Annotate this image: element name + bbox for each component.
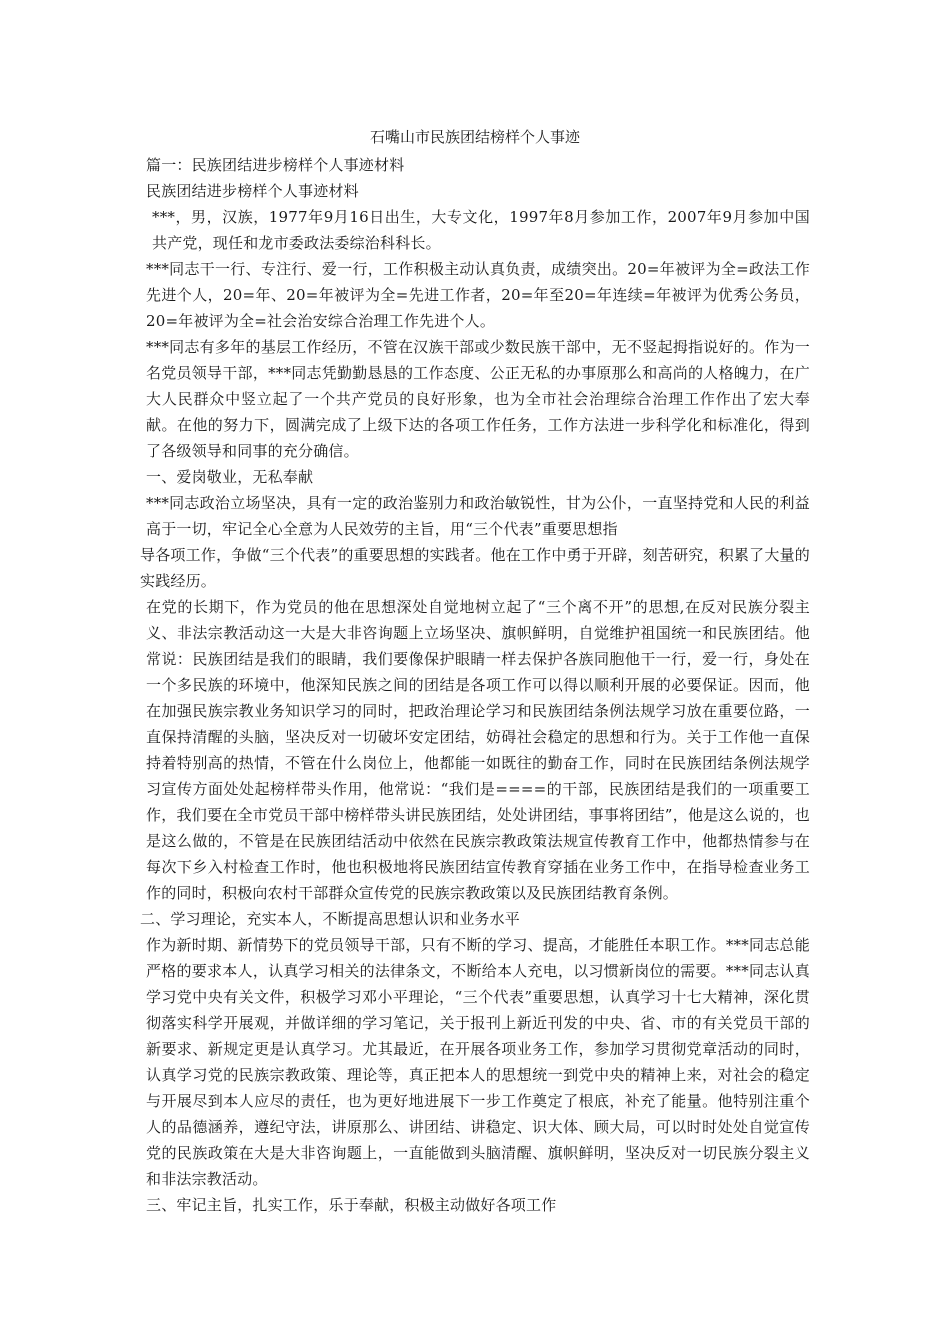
document-body [140, 124, 810, 1218]
paragraph-profile: ***，男，汉族，1977年9月16日出生，大专文化，1997年8月参加工作，2007年9月参加中国共产党，现任和龙市委政法委综治科科长。 [152, 208, 810, 252]
heading-section-1: 一、爱岗敬业，无私奉献 [146, 468, 314, 486]
material-heading: 民族团结进步榜样个人事迹材料 [146, 182, 359, 200]
section-heading-part1: 篇一：民族团结进步榜样个人事迹材料 [146, 156, 405, 174]
heading-section-2: 二、学习理论，充实本人，不断提高思想认识和业务水平 [140, 910, 521, 928]
paragraph-honors: ***同志干一行、专注行、爱一行，工作积极主动认真负责，成绩突出。20=年被评为全=政法工作先进个人，20=年、20=年被评为全=先进工作者，20=年至20=年连续=年被评为优秀公务员，20=年被评为全=社会治安综合治理工作先进个人。 [146, 260, 810, 330]
paragraph-practice: 导各项工作，争做“三个代表”的重要思想的实践者。他在工作中勇于开辟，刻苦研究，积累了大量的实践经历。 [140, 546, 810, 590]
paragraph-study: 作为新时期、新情势下的党员领导干部，只有不断的学习、提高，才能胜任本职工作。***同志总能严格的要求本人，认真学习相关的法律条文，不断给本人充电，以习惯新岗位的需要。***同志认真学习党中央有关文件，积极学习邓小平理论，“三个代表”重要思想，认真学习十七大精神，深化贯彻落实科学开展观，并做详细的学习笔记，关于报刊上新近刊发的中央、省、市的有关党员干部的新要求、新规定更是认真学习。尤其最近，在开展各项业务工作，参加学习贯彻党章活动的同时，认真学习党的民族宗教政策、理论等，真正把本人的思想统一到党中央的精神上来，对社会的稳定与开展尽到本人应尽的责任，也为更好地进展下一步工作奠定了根底，补充了能量。他特别注重个人的品德涵养，遵纪守法，讲原那么、讲团结、讲稳定、识大体、顾大局，可以时时处处自觉宣传党的民族政策在大是大非咨询题上，一直能做到头脑清醒、旗帜鲜明，坚决反对一切民族分裂主义和非法宗教活动。 [146, 936, 810, 1188]
paragraph-political-stance: ***同志政治立场坚决，具有一定的政治鉴别力和政治敏锐性，甘为公仆，一直坚持党和人民的利益高于一切，牢记全心全意为人民效劳的主旨，用“三个代表”重要思想指 [146, 494, 810, 538]
paragraph-ethnic-unity: 在党的长期下，作为党员的他在思想深处自觉地树立起了“三个离不开”的思想,在反对民族分裂主义、非法宗教活动这一大是大非咨询题上立场坚决、旗帜鲜明，自觉维护祖国统一和民族团结。他常说：民族团结是我们的眼睛，我们要像保护眼睛一样去保护各族同胞他干一行，爱一行，身处在一个多民族的环境中，他深知民族之间的团结是各项工作可以得以顺利开展的必要保证。因而，他在加强民族宗教业务知识学习的同时，把政治理论学习和民族团结条例法规学习放在重要位路，一直保持清醒的头脑，坚决反对一切破坏安定团结，妨碍社会稳定的思想和行为。关于工作他一直保持着特别高的热情，不管在什么岗位上，他都能一如既往的勤奋工作，同时在民族团结条例法规学习宣传方面处处起榜样带头作用，他常说：“我们是====的干部，民族团结是我们的一项重要工作，我们要在全市党员干部中榜样带头讲民族团结，处处讲团结，事事将团结”，他是这么说的，也是这么做的，不管是在民族团结活动中依然在民族宗教政策法规宣传教育工作中，他都热情参与在每次下乡入村检查工作时，他也积极地将民族团结宣传教育穿插在业务工作中，在指导检查业务工作的同时，积极向农村干部群众宣传党的民族宗教政策以及民族团结教育条例。 [146, 598, 810, 902]
document-title: 石嘴山市民族团结榜样个人事迹 [369, 128, 580, 146]
paragraph-experience: ***同志有多年的基层工作经历，不管在汉族干部或少数民族干部中，无不竖起拇指说好的。作为一名党员领导干部，***同志凭勤勤恳恳的工作态度、公正无私的办事原那么和高尚的人格魄力，在广大人民群众中竖立起了一个共产党员的良好形象，也为全市社会治理综合治理工作作出了宏大奉献。在他的努力下，圆满完成了上级下达的各项工作任务，工作方法进一步科学化和标准化，得到了各级领导和同事的充分确信。 [146, 338, 810, 460]
heading-section-3: 三、牢记主旨，扎实工作，乐于奉献，积极主动做好各项工作 [146, 1196, 557, 1214]
